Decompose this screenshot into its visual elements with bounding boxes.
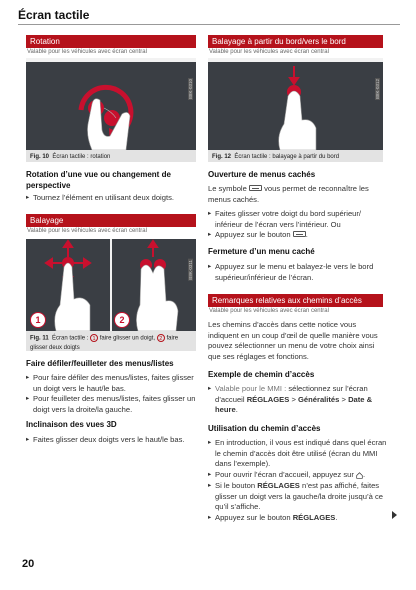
section-heading-remarques: Remarques relatives aux chemins d’accès bbox=[208, 294, 383, 307]
bullet-utilisation-2-text: Pour ouvrir l’écran d’accueil, appuyez sur bbox=[215, 470, 354, 479]
ouverture-text-a: Le symbole bbox=[208, 184, 247, 193]
caption-label: Fig. 12 bbox=[212, 154, 232, 160]
path-reglages: RÉGLAGES bbox=[246, 394, 290, 404]
ouverture-text-b: vous permet de reconnaître les menus cachés. bbox=[208, 184, 369, 204]
caption-text: Écran tactile : bbox=[52, 335, 89, 342]
validity-note: Valable pour les véhicules avec écran central bbox=[27, 228, 147, 234]
caption-text: faire glisser deux doigts bbox=[30, 335, 179, 351]
bullet-utilisation-4-c: . bbox=[335, 513, 338, 522]
section-title-inclinaison: Inclinaison des vues 3D bbox=[26, 420, 117, 429]
path-generalites: Généralités bbox=[298, 394, 340, 404]
validity-note: Valable pour les véhicules avec écran central bbox=[209, 308, 329, 314]
bullet-defiler-1: ▸ Pour faire défiler des menus/listes, faites glisser un doigt vers le haut/le bas. bbox=[26, 373, 201, 394]
bullet-utilisation-2: ▸ Pour ouvrir l’écran d’accueil, appuyez sur . bbox=[208, 470, 387, 481]
bullet-fermeture: ▸ Appuyez sur le menu et balayez-le vers le bord supérieur/inférieur de l’écran. bbox=[208, 262, 387, 283]
path-separator: > bbox=[341, 394, 346, 404]
path-separator: > bbox=[291, 394, 296, 404]
exemple-valable: Valable pour le MMI : bbox=[215, 384, 287, 393]
caption-label: Fig. 10 bbox=[30, 154, 50, 160]
bullet-utilisation-3-a: Si le bouton bbox=[215, 481, 256, 490]
hidden-menu-symbol-icon bbox=[249, 185, 262, 191]
page-header-title: Écran tactile bbox=[18, 8, 90, 22]
edge-swipe-illustration bbox=[208, 58, 383, 150]
bullet-defiler-2: ▸ Pour feuilleter des menus/listes, faites glisser un doigt vers la droite/la gauche. bbox=[26, 394, 201, 415]
section-heading-balayage-bord: Balayage à partir du bord/vers le bord bbox=[208, 35, 383, 48]
bullet-rotation: ▸ Tournez l’élément en utilisant deux doigts. bbox=[26, 193, 201, 204]
bullet-exemple bbox=[208, 384, 387, 416]
bullet-ouverture-2: ▸ Appuyez sur le bouton . bbox=[208, 230, 387, 241]
figure-caption bbox=[208, 150, 383, 162]
path-date-heure: Date & heure bbox=[215, 394, 373, 415]
figure-caption bbox=[26, 331, 196, 351]
bullet-utilisation-4-a: Appuyez sur le bouton bbox=[215, 513, 291, 522]
callout-ref-1: 1 bbox=[90, 334, 98, 342]
rotation-gesture-illustration bbox=[26, 58, 196, 150]
bullet-ouverture-1: ▸ Faites glisser votre doigt du bord supérieur/ inférieur de l’écran vers l’intérieur. Ou bbox=[208, 209, 387, 230]
bullet-utilisation-4-reglages: RÉGLAGES bbox=[292, 513, 336, 522]
section-title-rotation: Rotation d’une vue ou changement de perspective bbox=[26, 170, 171, 190]
section-title-exemple: Exemple de chemin d’accès bbox=[208, 370, 315, 379]
home-icon bbox=[356, 472, 363, 479]
figure-code: B8K-0312 bbox=[375, 79, 380, 100]
caption-label: Fig. 11 bbox=[30, 335, 49, 342]
figure-rotation bbox=[26, 58, 196, 150]
figure-balayage-bord bbox=[208, 58, 383, 150]
path-end: . bbox=[235, 405, 238, 415]
bullet-utilisation-3-c: n’est pas affiché, faites glisser un doigt vers la gauche/la droite jusqu’à ce qu’il s’affiche. bbox=[215, 481, 384, 512]
section-heading-balayage: Balayage bbox=[26, 214, 196, 227]
figure-code: B8K-0311 bbox=[188, 260, 193, 280]
figure-balayage bbox=[26, 239, 196, 331]
bullet-utilisation-4 bbox=[208, 513, 387, 524]
page-number: 20 bbox=[22, 558, 35, 570]
figure-code: B8K-0310 bbox=[188, 79, 193, 100]
paragraph-remarques: Les chemins d’accès dans cette notice vous indiquent en un coup d’œil de quelle manière vous pouvez sélectionner un menu de votre choix ainsi que ses réglages et fonctions. bbox=[208, 320, 378, 362]
paragraph-ouverture bbox=[208, 184, 378, 205]
section-title-defiler: Faire défiler/feuilleter des menus/listes bbox=[26, 359, 174, 368]
bullet-utilisation-1: ▸ En introduction, il vous est indiqué dans quel écran le chemin d’accès doit être utilisé (écran du MMI dans l’exemple). bbox=[208, 438, 387, 470]
section-title-fermeture: Fermeture d’un menu caché bbox=[208, 247, 315, 256]
exemple-text: sélectionnez sur l’écran d’accueil bbox=[215, 384, 368, 404]
caption-text: faire glisser un doigt, bbox=[99, 335, 156, 342]
validity-note: Valable pour les véhicules avec écran central bbox=[209, 49, 329, 55]
caption-text: Écran tactile : rotation bbox=[52, 154, 111, 160]
continue-arrow-icon bbox=[392, 511, 397, 519]
bullet-ouverture-2-text: Appuyez sur le bouton bbox=[215, 230, 291, 239]
validity-note: Valable pour les véhicules avec écran central bbox=[27, 49, 147, 55]
menu-button-icon bbox=[293, 231, 306, 237]
section-title-utilisation: Utilisation du chemin d’accès bbox=[208, 424, 321, 433]
caption-text: Écran tactile : balayage à partir du bord bbox=[234, 154, 340, 160]
callout-ref-2: 2 bbox=[157, 334, 165, 342]
swipe-gesture-illustration bbox=[26, 239, 196, 331]
bullet-inclinaison: ▸ Faites glisser deux doigts vers le haut/le bas. bbox=[26, 435, 201, 446]
figure-caption bbox=[26, 150, 196, 162]
section-title-ouverture: Ouverture de menus cachés bbox=[208, 170, 316, 179]
figure-callout-2: 2 bbox=[114, 312, 130, 328]
bullet-utilisation-3-reglages: RÉGLAGES bbox=[257, 481, 300, 490]
figure-callout-1: 1 bbox=[30, 312, 46, 328]
section-heading-rotation: Rotation bbox=[26, 35, 196, 48]
bullet-utilisation-3 bbox=[208, 481, 387, 513]
header-divider bbox=[18, 24, 400, 25]
